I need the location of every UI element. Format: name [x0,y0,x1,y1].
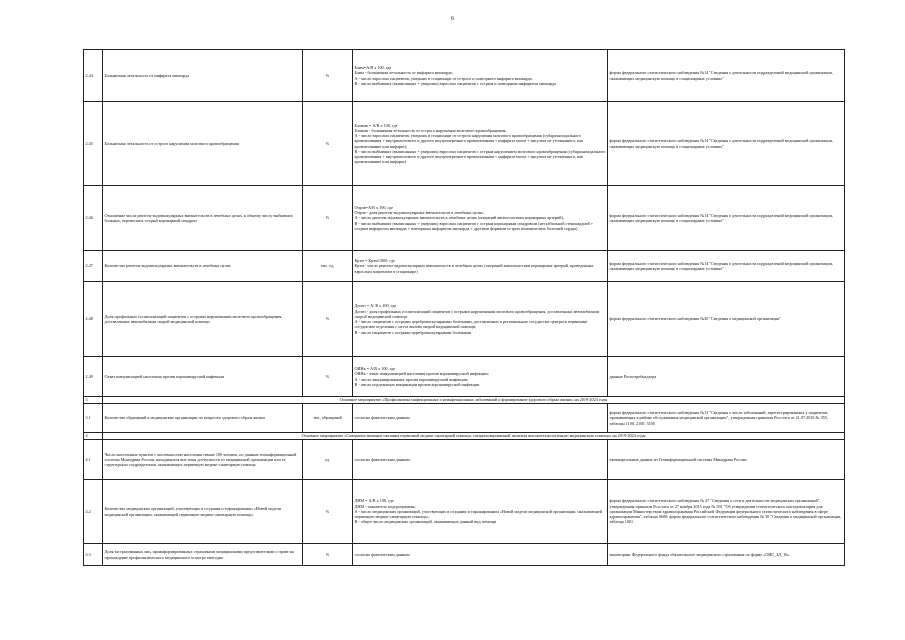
row-number: 2.44 [84,50,103,102]
data-source: форма федерального статистического наблюдения №30 "Сведения о медицинской организации" [608,282,845,357]
method-line: ДНМ - показатель подпрограммы; [354,503,416,509]
method-line: Допгп = А/ В х 100, где [354,303,397,309]
calculation-method [353,282,608,357]
page-number: 6 [451,16,454,22]
calculation-method [353,102,608,186]
data-source: форма федерального статистического наблюдения №14 "Сведения о деятельности подразделений медицинской организации, оказывающих медицинскую помощь в стационарных условиях" [608,102,845,186]
table-row [84,102,845,186]
calculation-method [353,50,608,102]
row-number: 2.49 [84,357,103,397]
data-source: форма федерального статистического наблюдения №14 "Сведения о деятельности подразделений медицинской организации, оказывающих медицинскую помощь в стационарных условиях" [608,186,845,251]
method-line: согласно фактическим данным [354,415,410,421]
unit-of-measure: ед. [303,440,353,480]
method-line: Очрэв - доля рентген-эндоваскулярных вмешательств в лечебных целях; [354,210,484,216]
method-line: Крэм = Крэм/1000, где [354,258,395,264]
table-row [84,251,845,282]
data-source: мониторинг Федерального фонда обязательного медицинского страхования по форме «ОИС_ЗЛ_16» [608,544,845,566]
method-line: В - общее число медицинских организаций, оказывающих данный вид помощи [354,519,497,525]
indicator-name: Количество обращений в медицинские организации по вопросам здорового образа жизни [103,404,303,433]
calculation-method [353,440,608,480]
row-number: 4.3 [84,544,103,566]
method-line: В - число выбывших (выписанных + умерших) взрослых пациентов с острым и повторным инфарктом миокарда [354,80,556,86]
method-line: А - число взрослых пациентов, умерших в стационаре от острого нарушения мозгового кровообращения (субарахноидального кровоизлияния + внутримозгового и другого внутричерепного кровоизлияния + инфаркта мозга + инсульта не уточненного, как кровоизлияние или инфаркт); [354,133,583,149]
method-line: ОИНк = А/В х 100, где [354,366,396,371]
indicators-table-body [84,50,845,566]
calculation-method [353,404,608,433]
table-row [84,357,845,397]
table-row [84,404,845,433]
row-number: 4.1 [84,440,103,480]
unit-of-measure: тыс. обращений [303,404,353,433]
method-line: Блим - больничная летальность от инфаркта миокарда; [354,70,453,76]
method-line: В - число выбывших (выписанных + умерших) взрослых пациентов с острым коронарным синдромом (нестабильной стенокардией + острым инфарктом миокарда + повторным инфарктом миокарда + другими формами острых ишемических болезней сердца) [354,220,594,231]
unit-of-measure: % [303,282,353,357]
indicators-table [83,49,845,566]
section-row [84,433,845,440]
table-row [84,282,845,357]
row-number: 2.46 [84,186,103,251]
section-title: Основное мероприятие «Профилактика инфекционных и неинфекционных заболеваний и формирование здорового образа жизни» на 2019-2024 годы [103,397,845,404]
row-number: 4 [84,433,103,440]
unit-of-measure: % [303,544,353,566]
data-source: форма федерального статистического наблюдения №14 "Сведения о деятельности подразделений медицинской организации, оказывающих медицинскую помощь в стационарных условиях" [608,50,845,102]
method-line: Блонмк = А/В х 100, где [354,122,398,128]
calculation-method [353,544,608,566]
row-number: 4.2 [84,480,103,544]
indicator-name: Охват иммунизацией населения против коронавирусной инфекции [103,357,303,397]
table-row [84,480,845,544]
calculation-method [353,480,608,544]
row-number: 2.48 [84,282,103,357]
table-row [84,50,845,102]
indicator-name: Доля застрахованных лиц, проинформированных страховыми медицинскими представителями о праве на прохождение профилактического медицинского осмотра ежегодно [103,544,303,566]
table-row [84,186,845,251]
method-line: А - число вакцинированных против коронавирусной инфекции; [354,376,469,382]
indicator-name: Больничная летальность от инфаркта миокарда [103,50,303,102]
method-line: согласно фактическим данным [354,551,410,557]
data-source: данные Роспотребнадзора [608,357,845,397]
unit-of-measure: % [303,50,353,102]
method-line: В - число пациентов с острыми цереброваскулярными болезнями [354,329,472,335]
section-title: Основное мероприятие «Совершенствование оказания первичной медико-санитарной помощи, специализированной, включая высокотехнологичную медицинскую помощь» на 2019-2024 годы [103,433,845,440]
method-line: А - число взрослых пациентов, умерших в стационаре от острого и повторного инфаркта миокарда; [354,75,533,81]
unit-of-measure: % [303,186,353,251]
method-line: ОИНк - охват иммунизацией населения против коронавирусной инфекции; [354,371,489,377]
method-line: согласно фактическим данным [354,456,410,462]
method-line: Блонмк - больничная летальность от острого нарушения мозгового кровообращения; [354,127,507,133]
method-line: Очрэв=А/В х 100, где [354,204,394,210]
method-line: Блим=А/В х 100, где [354,65,392,70]
row-number: 2.45 [84,102,103,186]
indicator-name: Количество медицинских организаций, участвующих в создании и тиражировании «Новой модели медицинской организации, оказывающей первичную медико-санитарную помощь» [103,480,303,544]
method-line: В - число выбывших (выписанных + умерших) взрослых пациентов с острым нарушением мозгового кровообращения (субарахноидального кровоизлияния + внутримозгового и другого внутричерепного кровоизлияния + инфаркта мозга + инсульта не уточненного, как кровоизлияние или инфаркт) [354,148,606,165]
method-line: А - число пациентов с острыми цереброваскулярными болезнями, доставленных в региональные сосудистые центры и первичные сосудистые отделения с места вызова скорой медицинской помощи; [354,319,588,330]
unit-of-measure: % [303,480,353,544]
indicator-name: Больничная летальность от острого нарушения мозгового кровообращения [103,102,303,186]
table-row [84,544,845,566]
indicator-name: Отношение числа рентген-эндоваскулярных вмешательств в лечебных целях, к общему числу выбывших больных, перенесших острый коронарный синдром [103,186,303,251]
method-line: В - число подлежащих вакцинации против коронавирусной инфекции [354,381,480,387]
section-row [84,397,845,404]
row-number: 3 [84,397,103,404]
unit-of-measure: тыс. ед. [303,251,353,282]
data-source: форма федерального статистического наблюдения №12 "Сведения о числе заболеваний, зарегистрированных у пациентов, проживающих в районе обслуживания медицинской организации", утвержденная приказом Росстата от 21.07.2016 № 355, таблицы 1100, 2100, 3100 [608,404,845,433]
indicator-name: Число населенных пунктов с численностью населения свыше 100 человек, по данным геоинформационной системы Минздрава России, находящихся вне зоны доступности от медицинской организации или ее структурного подразделения, оказывающих первичную медико-санитарную помощь [103,440,303,480]
row-number: 2.47 [84,251,103,282]
data-source: форма федерального статистического наблюдения № 47 "Сведения о сети и деятельности медицинских организаций", утвержденная приказом Росстата от 27 ноября 2015 года № 591 "Об утверждении статистического инструментария для организации Министерством здравоохранения Российской Федерации федерального статистического наблюдения в сфере здравоохранения", таблица 0600; форма федерального статистического наблюдения № 30 "Сведения о медицинской организации, таблица 1001 [608,480,845,544]
calculation-method [353,251,608,282]
indicator-name: Количество рентген-эндоваскулярных вмешательств в лечебных целях [103,251,303,282]
table-row [84,440,845,480]
method-line: А - число рентген-эндоваскулярных вмешательств в лечебных целях (операций ангиопластики коронарных артерий); [354,215,565,221]
method-line: ДНМ = А/В х 100, где [354,498,394,504]
unit-of-measure: % [303,357,353,397]
data-source: ежеквартальные данные из Геоинформационной системы Минздрава России [608,440,845,480]
unit-of-measure: % [303,102,353,186]
method-line: А - число медицинских организаций, участвующих в создании и тиражировании «Новой модели медицинской организации, оказывающей первичную медико-санитарную помощь»; [354,508,603,520]
data-source: форма федерального статистического наблюдения №14 "Сведения о деятельности подразделений медицинской организации, оказывающих медицинскую помощь в стационарных условиях" [608,251,845,282]
method-line: Допгп - доля профильных госпитализаций пациентов с острыми нарушениями мозгового кровообращения, доставленных автомобилями скорой медицинской помощи. [354,308,600,319]
calculation-method [353,357,608,397]
calculation-method [353,186,608,251]
row-number: 3.1 [84,404,103,433]
method-line: Крэм - число рентген-эндоваскулярных вмешательств в лечебных целях (операций ангиопластики коронарных артерий, проведенных взрослым пациентам в стационаре) [354,263,594,274]
indicator-name: Доля профильных госпитализаций пациентов с острыми нарушениями мозгового кровообращения, доставленных автомобилями скорой медицинской помощи [103,282,303,357]
